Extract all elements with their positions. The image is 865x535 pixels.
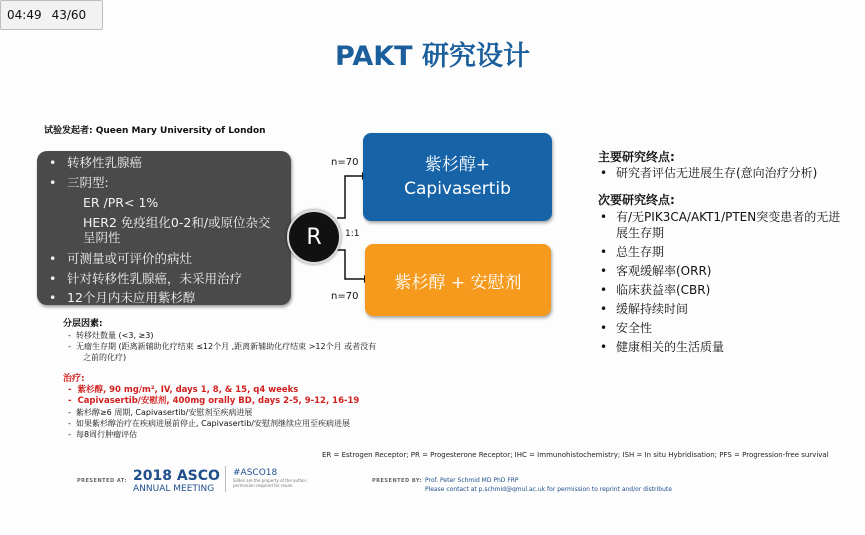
treatment-item: - 紫杉醇≥6 周期, Capivasertib/安慰剂至疾病进展 (68, 408, 253, 417)
arm2-label: 紫杉醇 + 安慰剂 (394, 272, 522, 293)
treatment-item: - 如果紫杉醇治疗在疾病进展前停止, Capivasertib/安慰剂继续应用至疾病进展 (68, 419, 351, 428)
arrow-lower (337, 250, 364, 279)
secondary-item: • 客观缓解率(ORR) (616, 263, 712, 279)
eligibility-subitem: ER /PR< 1% (83, 195, 159, 210)
asco-meeting: ANNUAL MEETING (133, 484, 215, 494)
randomization-circle: R (287, 210, 341, 264)
treatment-item-red: - Capivasertib/安慰剂, 400mg orally BD, days 2-5, 9-12, 16-19 (68, 396, 360, 406)
eligibility-item: • 转移性乳腺癌 (67, 155, 142, 170)
treatment-item-red: - 紫杉醇, 90 mg/m², IV, days 1, 8, & 15, q4 weeks (68, 385, 299, 395)
asco-hashtag: #ASCO18 (233, 468, 278, 478)
treatment-item: - 每8周行肿瘤评估 (68, 430, 138, 439)
arrow-upper (337, 176, 362, 218)
n-upper-label: n=70 (331, 157, 359, 168)
arm1-line1: 紫杉醇+ (424, 155, 491, 175)
secondary-heading: 次要研究终点: (598, 193, 675, 207)
presented-by-label: PRESENTED BY: (372, 478, 423, 484)
trial-sponsor: 试验发起者: Queen Mary University of London (44, 126, 266, 136)
secondary-item: • 缓解持续时间 (616, 301, 688, 317)
primary-heading: 主要研究终点: (598, 150, 675, 164)
slide-title: PAKT 研究设计 (335, 41, 530, 72)
presenter-contact: Please contact at p.schmid@qmul.ac.uk for permission to reprint and/or distribute (425, 486, 672, 493)
arm1-line2: Capivasertib (404, 179, 511, 199)
presenter-name: Prof. Peter Schmid MD PhD FRP (425, 477, 519, 484)
secondary-item: • 安全性 (616, 320, 652, 336)
arm-capivasertib (363, 133, 552, 221)
abbreviations-note: ER = Estrogen Receptor; PR = Progesterone Receptor; IHC = Immunohistochemistry; ISH = In situ Hybridisation; PFS = Progression-free survival (322, 451, 829, 459)
primary-item: • 研究者评估无进展生存(意向治疗分析) (616, 165, 817, 181)
eligibility-item: • 针对转移性乳腺癌，未采用治疗 (67, 271, 242, 286)
secondary-item: • 有/无PIK3CA/AKT1/PTEN突变患者的无进展生存期 (616, 209, 848, 241)
stratification-item-cont: 之前的化疗) (83, 353, 127, 362)
elapsed-time: 04:49 (7, 8, 42, 22)
secondary-item: • 总生存期 (616, 244, 664, 260)
eligibility-item: • 三阴型: (67, 175, 109, 190)
eligibility-subitem: HER2 免疫组化0-2和/或原位杂交呈阴性 (83, 215, 271, 245)
arm-placebo (365, 244, 551, 316)
slide-counter: 43/60 (51, 8, 87, 22)
asco-logo (133, 468, 220, 494)
hashtag-note: Slides are the property of the author, permission required for reuse. (233, 478, 308, 488)
secondary-item: • 健康相关的生活质量 (616, 339, 724, 355)
secondary-item: • 临床获益率(CBR) (616, 282, 710, 298)
asco-year: 2018 ASCO (133, 468, 220, 484)
stratification-item: - 转移灶数量 (<3, ≥3) (68, 331, 154, 340)
ratio-label: 1:1 (345, 229, 360, 239)
n-lower-label: n=70 (331, 291, 359, 302)
presenter-info (425, 476, 672, 494)
footer-divider (225, 466, 226, 492)
stratification-heading: 分层因素: (63, 319, 103, 329)
eligibility-item: • 12个月内未应用紫杉醇 (67, 290, 195, 305)
presented-at-label: PRESENTED AT: (77, 478, 127, 484)
stratification-item: - 无瘤生存期 (距离新辅助化疗结束 ≤12个月 ,距离新辅助化疗结束 >12个月 或者没有 (68, 342, 377, 351)
eligibility-item: • 可测量或可评价的病灶 (67, 251, 192, 266)
treatment-heading: 治疗: (63, 374, 85, 384)
